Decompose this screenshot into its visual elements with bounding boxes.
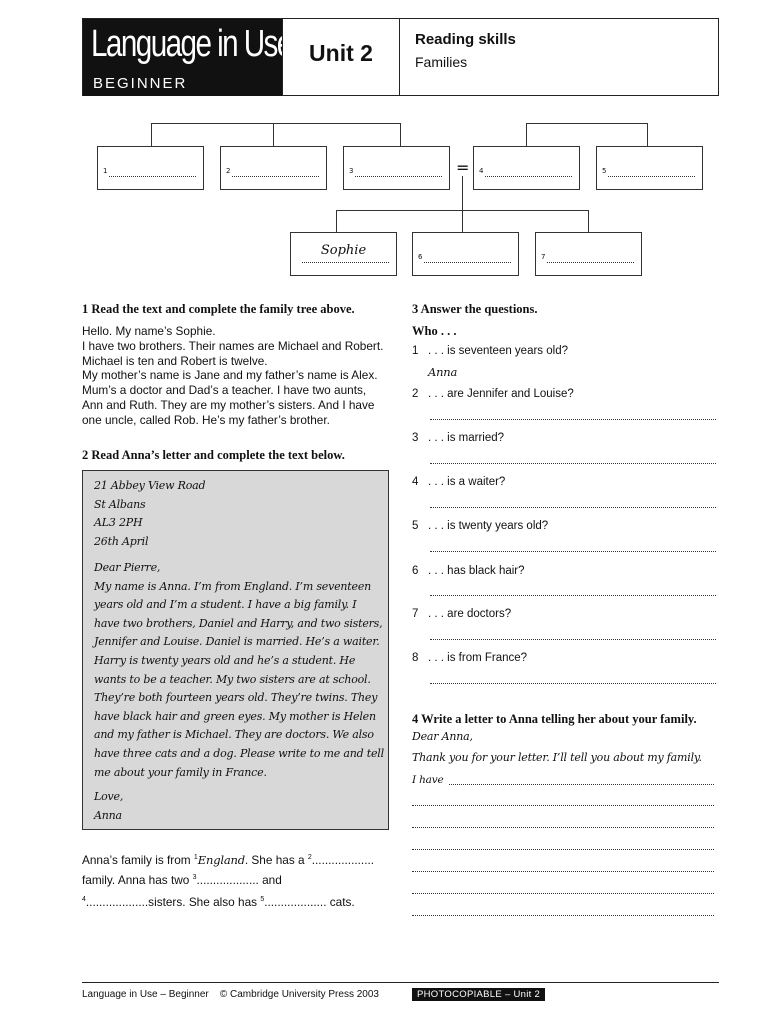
text-line: Michael is ten and Robert is twelve. bbox=[82, 353, 268, 368]
marriage-equals: = bbox=[456, 158, 470, 177]
text-line: I have two brothers. Their names are Michael and Robert. bbox=[82, 338, 384, 353]
writing-line[interactable] bbox=[412, 849, 714, 850]
writing-line[interactable] bbox=[412, 893, 714, 894]
text-line: Ann and Ruth. They are my mother’s sisters. And I have bbox=[82, 397, 375, 412]
blank-number: 5 bbox=[260, 896, 265, 904]
letter-signature: Anna bbox=[94, 808, 122, 822]
box-number: 5 bbox=[602, 167, 607, 175]
tree-connector bbox=[273, 123, 274, 146]
answer-line-6[interactable] bbox=[430, 595, 716, 596]
answer-line-3[interactable] bbox=[430, 463, 716, 464]
blank-answer: England bbox=[197, 853, 245, 867]
answer-blank bbox=[232, 176, 319, 177]
tree-connector bbox=[526, 123, 648, 124]
section-1-text bbox=[82, 324, 392, 428]
brand-logo bbox=[83, 19, 292, 96]
blank-number: 3 bbox=[192, 874, 197, 882]
question-text: . . . are Jennifer and Louise? bbox=[428, 388, 574, 400]
letter-line: My name is Anna. I’m from England. I’m seventeen bbox=[94, 579, 372, 593]
text-line: Hello. My name’s Sophie. bbox=[82, 324, 216, 338]
letter-line: have black hair and green eyes. My mother is Helen bbox=[94, 709, 376, 723]
fill-line-2 bbox=[82, 873, 282, 887]
question-number: 2 bbox=[412, 388, 419, 400]
answer-line-8[interactable] bbox=[430, 683, 716, 684]
address-line: AL3 2PH bbox=[94, 516, 143, 530]
answer-line-4[interactable] bbox=[430, 507, 716, 508]
letter-line: have two brothers, Daniel and Harry, and two sisters, bbox=[94, 616, 383, 630]
box-number: 1 bbox=[103, 167, 108, 175]
letter-line: Jennifer and Louise. Daniel is married. He’s a waiter. bbox=[94, 635, 380, 649]
writing-line[interactable] bbox=[449, 784, 714, 785]
brand-subtitle: BEGINNER bbox=[93, 75, 188, 92]
tree-box-sophie bbox=[290, 232, 397, 276]
question-text: . . . is twenty years old? bbox=[428, 520, 549, 532]
letter-line: have three cats and a dog. Please write to me and tell bbox=[94, 746, 384, 760]
fill-line-1 bbox=[82, 851, 374, 870]
letter-line: years old and I’m a student. I have a big family. I bbox=[94, 598, 357, 612]
tree-box-6[interactable] bbox=[412, 232, 519, 276]
answer-blank[interactable]: ................... bbox=[311, 853, 375, 867]
who-label: Who . . . bbox=[412, 324, 457, 338]
letter-body bbox=[94, 559, 389, 825]
box-number: 3 bbox=[349, 167, 354, 175]
address-line: 21 Abbey View Road bbox=[94, 479, 206, 492]
unit-label: Unit 2 bbox=[282, 19, 400, 96]
worksheet-header bbox=[82, 18, 719, 96]
anna-letter bbox=[82, 470, 389, 830]
section-4-heading: 4 Write a letter to Anna telling her about your family. bbox=[412, 712, 697, 726]
writing-line[interactable] bbox=[412, 871, 714, 872]
reply-line-1: Thank you for your letter. I’ll tell you about my family. bbox=[412, 751, 702, 764]
question-number: 7 bbox=[412, 608, 419, 620]
question-4 bbox=[412, 476, 505, 488]
answer-blank bbox=[355, 176, 442, 177]
answer-blank bbox=[547, 262, 634, 263]
tree-connector bbox=[588, 210, 589, 232]
answer-blank[interactable]: ................... cats. bbox=[264, 895, 355, 909]
question-6 bbox=[412, 565, 525, 577]
question-number: 3 bbox=[412, 432, 419, 444]
tree-connector bbox=[647, 123, 648, 146]
address-line: St Albans bbox=[94, 497, 146, 511]
tree-connector bbox=[336, 210, 337, 232]
text-line: My mother’s name is Jane and my father’s name is Alex. bbox=[82, 368, 378, 383]
answer-blank bbox=[608, 176, 695, 177]
tree-box-3[interactable] bbox=[343, 146, 450, 190]
question-text: . . . is seventeen years old? bbox=[428, 345, 568, 357]
question-7 bbox=[412, 608, 511, 620]
fill-line-3 bbox=[82, 895, 355, 909]
letter-address bbox=[94, 477, 205, 551]
topic-label: Families bbox=[415, 54, 468, 70]
question-number: 8 bbox=[412, 652, 419, 664]
writing-line[interactable] bbox=[412, 827, 714, 828]
answer-blank bbox=[485, 176, 572, 177]
question-3 bbox=[412, 432, 504, 444]
letter-line: Harry is twenty years old and he’s a student. He bbox=[94, 653, 356, 667]
address-line: 26th April bbox=[94, 534, 149, 548]
letter-line: wants to be a teacher. My two sisters are at school. bbox=[94, 672, 371, 686]
tree-connector bbox=[400, 123, 401, 146]
writing-line[interactable] bbox=[412, 915, 714, 916]
brand-title: Language in Use bbox=[91, 23, 292, 65]
tree-connector bbox=[151, 123, 401, 124]
photocopiable-badge: PHOTOCOPIABLE – Unit 2 bbox=[412, 988, 545, 1001]
answer-line-2[interactable] bbox=[430, 419, 716, 420]
footer-copyright: Language in Use – Beginner © Cambridge University Press 2003 bbox=[82, 989, 379, 1000]
answer-blank bbox=[109, 176, 196, 177]
question-number: 1 bbox=[412, 345, 419, 357]
answer-line-5[interactable] bbox=[430, 551, 716, 552]
question-number: 4 bbox=[412, 476, 419, 488]
fill-text: Anna’s family is from bbox=[82, 853, 194, 867]
text-line: one uncle, called Rob. He’s my father’s brother. bbox=[82, 412, 330, 427]
tree-box-7[interactable] bbox=[535, 232, 642, 276]
letter-line: me about your family in France. bbox=[94, 765, 267, 779]
letter-line: They’re both fourteen years old. They’re twins. They bbox=[94, 691, 378, 705]
answer-1: Anna bbox=[428, 365, 458, 379]
question-number: 6 bbox=[412, 565, 419, 577]
tree-connector bbox=[462, 210, 463, 232]
answer-blank bbox=[302, 262, 389, 263]
answer-blank[interactable]: ................... and bbox=[196, 873, 282, 887]
letter-closing: Love, bbox=[94, 790, 124, 804]
writing-line[interactable] bbox=[412, 805, 714, 806]
blank-number: 2 bbox=[307, 854, 312, 862]
skill-label: Reading skills bbox=[415, 31, 516, 48]
tree-box-2[interactable] bbox=[220, 146, 327, 190]
answer-blank[interactable]: ...................sisters. She also has bbox=[85, 895, 261, 909]
blank-number: 4 bbox=[82, 896, 86, 904]
tree-box-4[interactable] bbox=[473, 146, 580, 190]
section-1-heading: 1 Read the text and complete the family tree above. bbox=[82, 302, 355, 316]
reply-start: I have bbox=[412, 774, 444, 786]
question-8 bbox=[412, 652, 527, 664]
question-text: . . . is a waiter? bbox=[428, 476, 506, 488]
fill-text: family. Anna has two bbox=[82, 873, 193, 887]
section-3-heading: 3 Answer the questions. bbox=[412, 302, 538, 316]
tree-name-sophie: Sophie bbox=[320, 243, 367, 258]
tree-connector bbox=[526, 123, 527, 146]
blank-number: 1 bbox=[193, 854, 198, 862]
question-text: . . . is from France? bbox=[428, 652, 528, 664]
question-2 bbox=[412, 388, 574, 400]
fill-text: . She has a bbox=[244, 853, 308, 867]
box-number: 4 bbox=[479, 167, 484, 175]
letter-greeting: Dear Pierre, bbox=[94, 561, 161, 574]
tree-box-5[interactable] bbox=[596, 146, 703, 190]
reply-greeting: Dear Anna, bbox=[412, 730, 473, 743]
question-5 bbox=[412, 520, 548, 532]
box-number: 7 bbox=[541, 253, 546, 261]
tree-connector bbox=[151, 123, 152, 146]
footer-divider bbox=[82, 982, 719, 983]
text-line: Mum’s a doctor and Dad’s a teacher. I have two aunts, bbox=[82, 383, 367, 398]
question-text: . . . are doctors? bbox=[428, 608, 512, 620]
question-text: . . . has black hair? bbox=[428, 565, 525, 577]
answer-line-7[interactable] bbox=[430, 639, 716, 640]
letter-line: and my father is Michael. They are doctors. We also bbox=[94, 728, 374, 742]
section-2-heading: 2 Read Anna’s letter and complete the text below. bbox=[82, 448, 345, 462]
answer-blank bbox=[424, 262, 511, 263]
question-text: . . . is married? bbox=[428, 432, 505, 444]
question-1 bbox=[412, 345, 568, 357]
box-number: 2 bbox=[226, 167, 231, 175]
tree-connector bbox=[462, 176, 463, 210]
question-number: 5 bbox=[412, 520, 419, 532]
tree-box-1[interactable] bbox=[97, 146, 204, 190]
box-number: 6 bbox=[418, 253, 423, 261]
